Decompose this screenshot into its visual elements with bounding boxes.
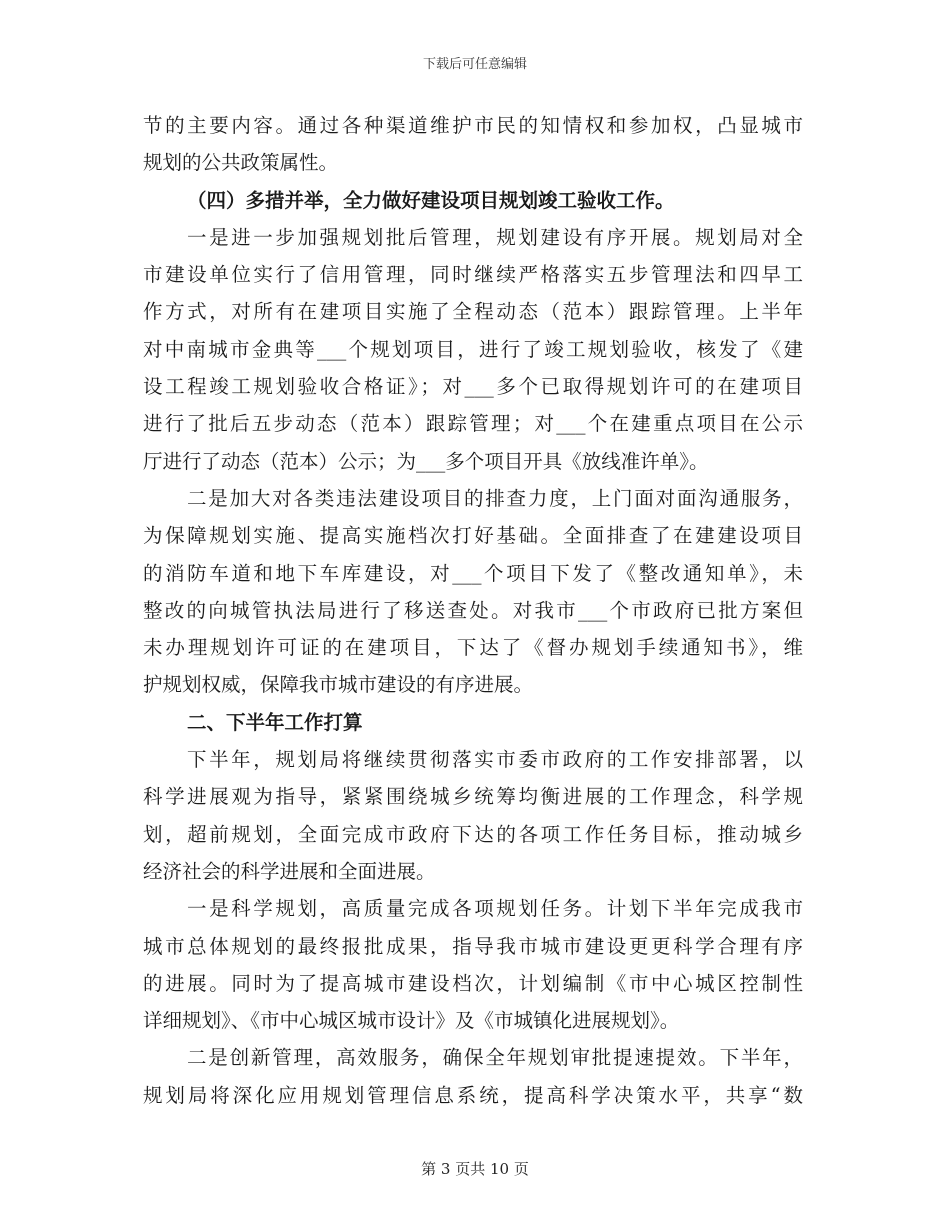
paragraph-line: 规划的公共政策属性。: [143, 151, 339, 175]
paragraph-line: 对中南城市金典等___个规划项目，进行了竣工规划验收，核发了《建: [143, 337, 803, 361]
paragraph-line: 进行了批后五步动态（范本）跟踪管理；对___个在建重点项目在公示: [143, 412, 803, 436]
paragraph-line: 城市总体规划的最终报批成果，指导我市城市建设更更科学合理有序: [143, 934, 803, 958]
section-heading: 二、下半年工作打算: [187, 710, 363, 734]
paragraph-line: 的消防车道和地下车库建设，对___个项目下发了《整改通知单》，未: [143, 561, 803, 585]
section-heading: （四）多措并举，全力做好建设项目规划竣工验收工作。: [187, 188, 675, 212]
document-body: [143, 107, 803, 1114]
paragraph-line: 作方式，对所有在建项目实施了全程动态（范本）跟踪管理。上半年: [143, 300, 803, 324]
page-header: 下载后可任意编辑: [422, 57, 527, 72]
paragraph-line: 为保障规划实施、提高实施档次打好基础。全面排查了在建建设项目: [143, 524, 803, 548]
paragraph-line: 经济社会的科学进展和全面进展。: [143, 859, 436, 883]
paragraph-line: 护规划权威，保障我市城市建设的有序进展。: [143, 673, 534, 697]
paragraph-line: 一是进一步加强规划批后管理，规划建设有序开展。规划局对全: [187, 225, 803, 249]
paragraph-line: 一是科学规划，高质量完成各项规划任务。计划下半年完成我市: [187, 897, 803, 921]
paragraph-line: 规划局将深化应用规划管理信息系统，提高科学决策水平，共享“数: [143, 1083, 803, 1107]
paragraph-line: 厅进行了动态（范本）公示；为___多个项目开具《放线准许单》。: [143, 449, 709, 473]
paragraph-line: 划，超前规划，全面完成市政府下达的各项工作任务目标，推动城乡: [143, 822, 803, 846]
paragraph-line: 详细规划》、《市中心城区城市设计》及《市城镇化进展规划》。: [143, 1009, 680, 1033]
paragraph-line: 设工程竣工规划验收合格证》；对___多个已取得规划许可的在建项目: [143, 375, 803, 399]
paragraph-line: 整改的向城管执法局进行了移送查处。对我市___个市政府已批方案但: [143, 598, 803, 622]
paragraph-line: 二是加大对各类违法建设项目的排查力度，上门面对面沟通服务，: [187, 486, 803, 510]
paragraph-line: 科学进展观为指导，紧紧围绕城乡统筹均衡进展的工作理念，科学规: [143, 785, 803, 809]
page-footer: 第 3 页共 10 页: [421, 1160, 529, 1178]
paragraph-line: 的进展。同时为了提高城市建设档次，计划编制《市中心城区控制性: [143, 971, 803, 995]
paragraph-line: 市建设单位实行了信用管理，同时继续严格落实五步管理法和四早工: [143, 263, 803, 287]
paragraph-line: 二是创新管理，高效服务，确保全年规划审批提速提效。下半年，: [187, 1046, 803, 1070]
paragraph-line: 下半年，规划局将继续贯彻落实市委市政府的工作安排部署，以: [187, 748, 803, 772]
paragraph-line: 节的主要内容。通过各种渠道维护市民的知情权和参加权，凸显城市: [143, 114, 803, 137]
paragraph-line: 未办理规划许可证的在建项目，下达了《督办规划手续通知书》，维: [143, 636, 803, 660]
